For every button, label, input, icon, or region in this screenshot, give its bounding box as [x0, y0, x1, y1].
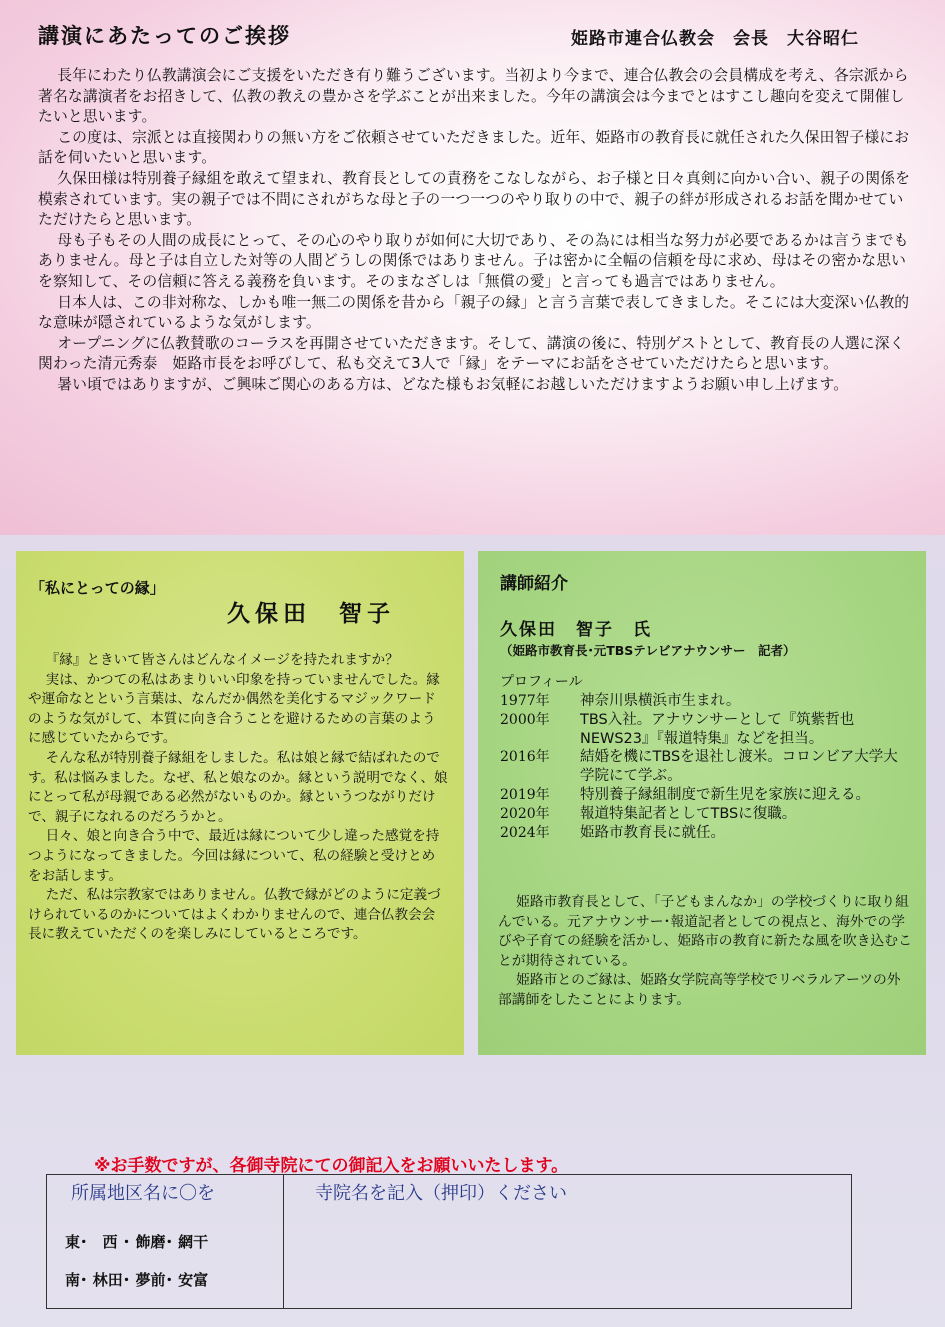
timeline-text: 姫路市教育長に就任。 — [580, 824, 725, 841]
essay-paragraph: 日々、娘と向き合う中で、最近は縁について少し違った感覚を持つようになってきました。今回は縁について、私の経験と受けとめをお話します。 — [28, 828, 440, 884]
essay-body — [28, 651, 448, 945]
lecturer-name: 久保田 智子 氏 — [500, 620, 652, 640]
greeting-title: 講演にあたってのご挨拶 — [38, 24, 291, 48]
timeline-year: 2016年 — [500, 749, 550, 766]
timeline-entry — [500, 711, 910, 749]
essay-paragraph: 実は、かつての私はあまりいい印象を持っていませんでした。縁や運命なとという言葉は、なんだか偶然を美化するマジックワードのような気がして、本質に向き合うことを避けるための言葉のように感じていたからです。 — [28, 671, 440, 747]
district-options-row[interactable]: 南･ 林田･ 夢前･ 安富 — [65, 1271, 209, 1289]
timeline-text: 神奈川県横浜市生まれ。 — [580, 693, 741, 709]
registration-form — [46, 1174, 852, 1309]
greeting-paragraph: オープニングに仏教賛歌のコーラスを再開させていただきます。そして、講演の後に、特別ゲストとして、教育長の人選に深く関わった清元秀泰 姫路市長をお呼びして、私も交えて3人で「縁」をテーマにお話をさせていただけたらと思います。 — [38, 334, 905, 373]
timeline-text: 特別養子縁組制度で新生児を家族に迎える。 — [580, 786, 870, 803]
greeting-paragraph: 久保田様は特別養子縁組を敢えて望まれ、教育長としての責務をこなしながら、お子様と日々真剣に向かい合い、親子の関係を模索されています。実の親子では不問にされがちな母と子の一つ一つのやり取りの中で、親子の絆が形成されるお話を聞かせていただけたらと思います。 — [38, 169, 911, 229]
profile-panel — [478, 551, 926, 1055]
greeting-paragraph: 長年にわたり仏教講演会にご支援をいただき有り難うございます。当初より今まで、連合仏教会の会員構成を考え、各宗派から著名な講演者をお招きして、仏教の教えの豊かさを学ぶことが出来ました。今年の講演会は今までとはすこし趣向を変えて開催したいと思います。 — [38, 67, 909, 126]
request-note: ※お手数ですが、各御寺院にての御記入をお願いいたします。 — [94, 1156, 569, 1176]
greeting-author: 姫路市連合仏教会 会長 大谷昭仁 — [571, 29, 859, 49]
essay-author: 久保田 智子 — [227, 600, 395, 627]
timeline-year: 2020年 — [500, 805, 550, 822]
temple-name-field[interactable]: 寺院名を記入（押印）ください — [315, 1183, 567, 1204]
greeting-body — [38, 66, 918, 396]
timeline-entry — [500, 805, 910, 824]
profile-label: プロフィール — [500, 674, 583, 690]
timeline-year: 2019年 — [500, 786, 550, 803]
greeting-paragraph: 日本人は、この非対称な、しかも唯一無二の関係を昔から「親子の縁」と言う言葉で表してきました。そこには大変深い仏教的な意味が隠されているような気がします。 — [38, 293, 910, 332]
timeline-entry — [500, 824, 910, 843]
profile-paragraph: 姫路市教育長として、「子どもまんなか」の学校づくりに取り組んでいる。元アナウンサー･報道記者としての視点と、海外での学びや子育ての経験を活かし、姫路市の教育に新たな風を吹き込むことが期待されている。 — [498, 894, 912, 969]
essay-paragraph: そんな私が特別養子縁組をしました。私は娘と縁で結ばれたのです。私は悩みました。なぜ、私と娘なのか。縁という説明でなく、娘にとって私が母親である必然がないものか。縁というつながりだけで、親子になれるのだろうかと。 — [28, 749, 448, 825]
essay-paragraph: 『縁』ときいて皆さんはどんなイメージを持たれますか？ — [45, 652, 399, 668]
greeting-paragraph: 暑い頃ではありますが、ご興味ご関心のある方は、どなた様もお気軽にお越しいただけますようお願い申し上げます。 — [57, 375, 849, 393]
profile-timeline — [500, 692, 910, 842]
profile-paragraph: 姫路市とのご縁は、姫路女学院高等学校でリベラルアーツの外部講師をしたことによります。 — [498, 972, 901, 1008]
timeline-year: 2024年 — [500, 824, 550, 841]
district-options-row[interactable]: 東･ 西 ･ 飾磨･ 網干 — [65, 1233, 209, 1251]
profile-summary — [498, 893, 912, 1010]
timeline-entry — [500, 748, 910, 786]
timeline-text: 報道特集記者としてTBSに復職。 — [580, 805, 797, 822]
essay-title: 「私にとっての縁」 — [30, 579, 165, 597]
greeting-section — [0, 0, 945, 535]
timeline-text: 結婚を機にTBSを退社し渡米。コロンビア大学大学院にて学ぶ。 — [580, 749, 898, 785]
greeting-paragraph: この度は、宗派とは直接関わりの無い方をご依頼させていただきました。近年、姫路市の教育長に就任された久保田智子様にお話を伺いたいと思います。 — [38, 128, 910, 167]
timeline-entry — [500, 786, 910, 805]
greeting-paragraph: 母も子もその人間の成長にとって、その心のやり取りが如何に大切であり、その為には相当な努力が必要であるかは言うまでもありません。母と子は自立した対等の人間どうしの関係ではありません。子は密かに全幅の信頼を母に求め、母はその密かな思いを察知して、その信頼に答える義務を負います。そのまなざしは「無償の愛」と言っても過言ではありません。 — [38, 231, 909, 290]
district-label: 所属地区名に〇を — [71, 1183, 215, 1204]
timeline-text: TBS入社。アナウンサーとして『筑紫哲也NEWS23』『報道特集』などを担当。 — [580, 711, 855, 747]
profile-heading: 講師紹介 — [500, 574, 568, 594]
timeline-year: 1977年 — [500, 693, 550, 709]
timeline-entry — [500, 692, 910, 711]
essay-panel — [16, 551, 464, 1055]
essay-paragraph: ただ、私は宗教家ではありません。仏教で縁がどのように定義づけられているのかについてはよくわかりませんので、連合仏教会会長に教えていただくのを楽しみにしているところです。 — [28, 887, 441, 943]
timeline-year: 2000年 — [500, 711, 550, 728]
lecturer-role: （姫路市教育長･元TBSテレビアナウンサー 記者） — [500, 643, 796, 658]
form-divider — [283, 1175, 284, 1308]
